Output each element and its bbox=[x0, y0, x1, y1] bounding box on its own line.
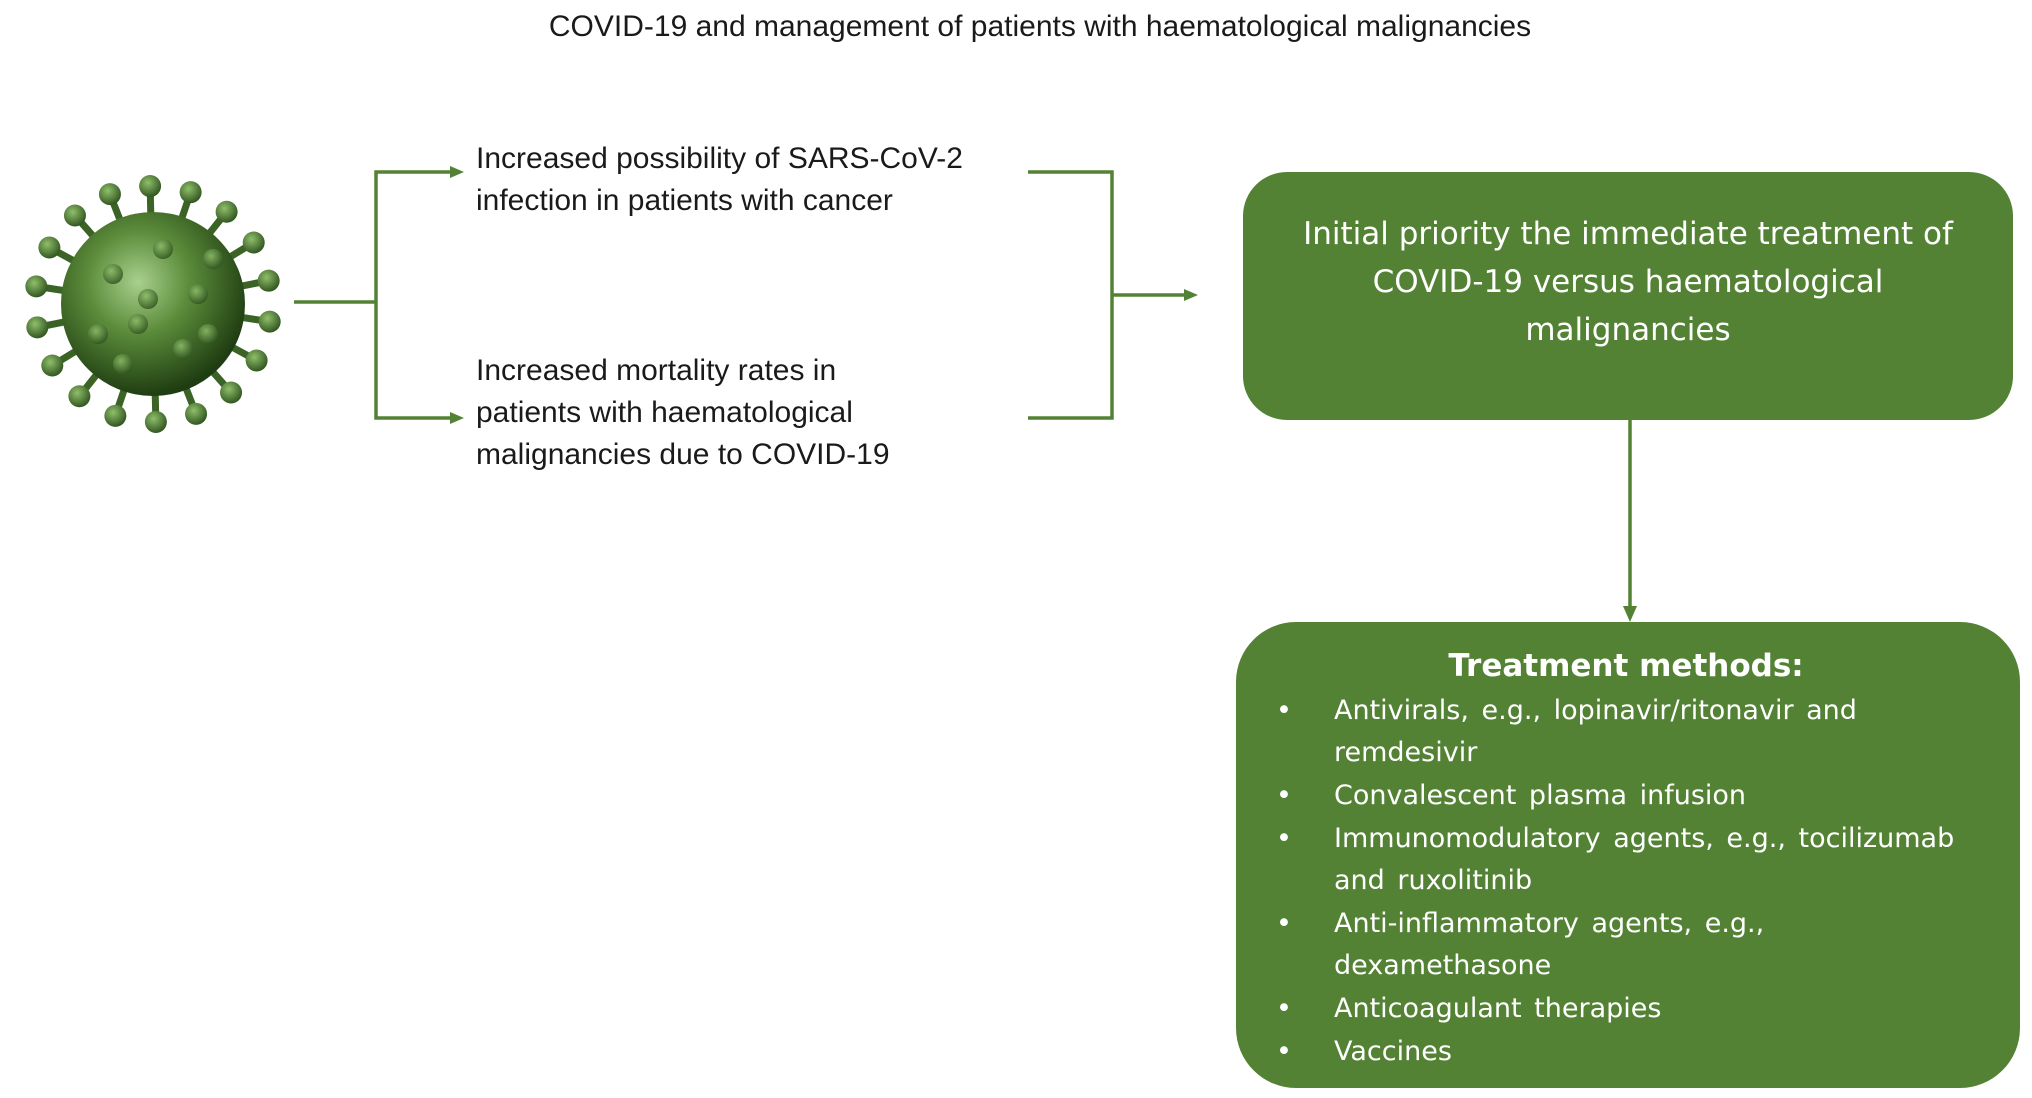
right-bracket-line bbox=[1028, 172, 1112, 418]
bullet-icon: • bbox=[1276, 993, 1292, 1024]
priority-box bbox=[1243, 172, 2013, 420]
bullet-icon: • bbox=[1276, 1036, 1292, 1067]
bullet-icon: • bbox=[1276, 823, 1292, 854]
treatment-item-antivirals: • Antivirals, e.g., lopinavir/ritonavir and remdesivir bbox=[1264, 690, 1980, 774]
treatment-list bbox=[1264, 690, 1980, 1073]
cause-mortality-rates: Increased mortality rates in patients with haematological malignancies due to COVID-19 bbox=[476, 354, 890, 471]
bullet-icon: • bbox=[1276, 695, 1292, 726]
priority-text: Initial priority the immediate treatment of COVID-19 versus haematological malignancies bbox=[1303, 216, 1953, 348]
left-bracket-line bbox=[376, 172, 452, 418]
arrowhead-to-cause-1 bbox=[450, 166, 464, 178]
treatment-item-anticoagulant: • Anticoagulant therapies bbox=[1264, 988, 1980, 1030]
treatment-item-anti-inflammatory: • Anti-inflammatory agents, e.g., dexamethasone bbox=[1264, 903, 1980, 987]
arrowhead-to-cause-2 bbox=[450, 412, 464, 424]
treatment-heading: Treatment methods: bbox=[1448, 648, 1804, 684]
diagram-title: COVID-19 and management of patients with haematological malignancies bbox=[548, 10, 1532, 43]
bullet-icon: • bbox=[1276, 908, 1292, 939]
treatment-item-convalescent-plasma: • Convalescent plasma infusion bbox=[1264, 775, 1980, 817]
treatment-methods-box bbox=[1236, 622, 2020, 1088]
treatment-item-immunomodulatory: • Immunomodulatory agents, e.g., tocilizumab and ruxolitinib bbox=[1264, 818, 1980, 902]
bullet-icon: • bbox=[1276, 780, 1292, 811]
arrowhead-to-treatment bbox=[1623, 606, 1637, 622]
arrowhead-to-priority bbox=[1184, 289, 1198, 301]
cause-infection-risk: Increased possibility of SARS-CoV-2 infection in patients with cancer bbox=[476, 142, 963, 217]
treatment-item-vaccines: • Vaccines bbox=[1264, 1031, 1980, 1073]
